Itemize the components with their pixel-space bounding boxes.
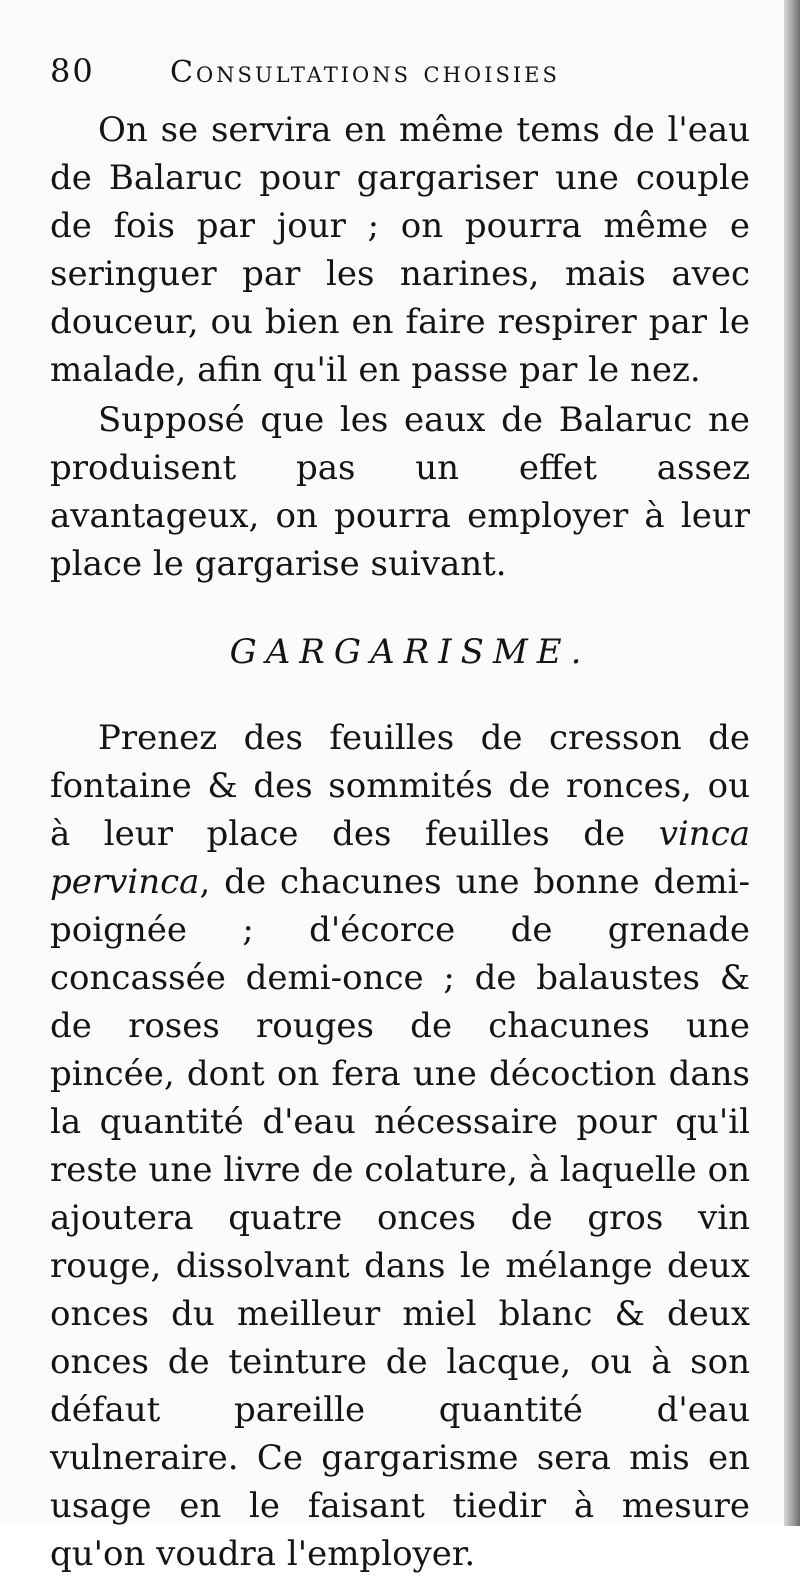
page-number: 80 — [50, 52, 95, 90]
paragraph-balaruc-gargle: On se servira en même tems de l'eau de Balaruc pour gargariser une couple de fois par jour ; on pourra même e seringuer par les narines, mais avec douceur, ou bien en faire respirer par le malade, afin qu'il en passe par le nez. — [50, 110, 750, 390]
page-text-block — [50, 52, 750, 1578]
recipe-text-start: Prenez des feuilles de cresson de fontaine & des sommités de ronces, ou à leur place des feuilles de — [50, 718, 750, 854]
page-edge-shadow — [784, 0, 800, 1526]
paragraph-alternative: Supposé que les eaux de Balaruc ne produisent pas un effet assez avantageux, on pourra employer à leur place le gargarise suivant. — [50, 400, 750, 584]
recipe-text-rest: , de chacunes une bonne demi-poignée ; d'écorce de grenade concassée demi-once ; de balaustes & de roses rouges de chacunes une pincée, dont on fera une décoction dans la quantité d'eau nécessaire pour qu'il reste une livre de colature, à laquelle on ajoutera quatre onces de gros vin rouge, dissolvant dans le mélange deux onces du meilleur miel blanc & deux onces de teinture de lacque, ou à son défaut pareille quantité d'eau vulneraire. Ce gargarisme sera mis en usage en le faisant tiedir à mesure qu'on voudra l'employer. — [50, 862, 750, 1574]
latin-plant-name: vinca pervinca — [50, 814, 751, 902]
recipe-paragraph — [50, 714, 750, 1578]
running-title: Consultations choisies — [170, 55, 560, 90]
page-header — [50, 52, 750, 106]
section-title: GARGARISME. — [229, 632, 591, 672]
